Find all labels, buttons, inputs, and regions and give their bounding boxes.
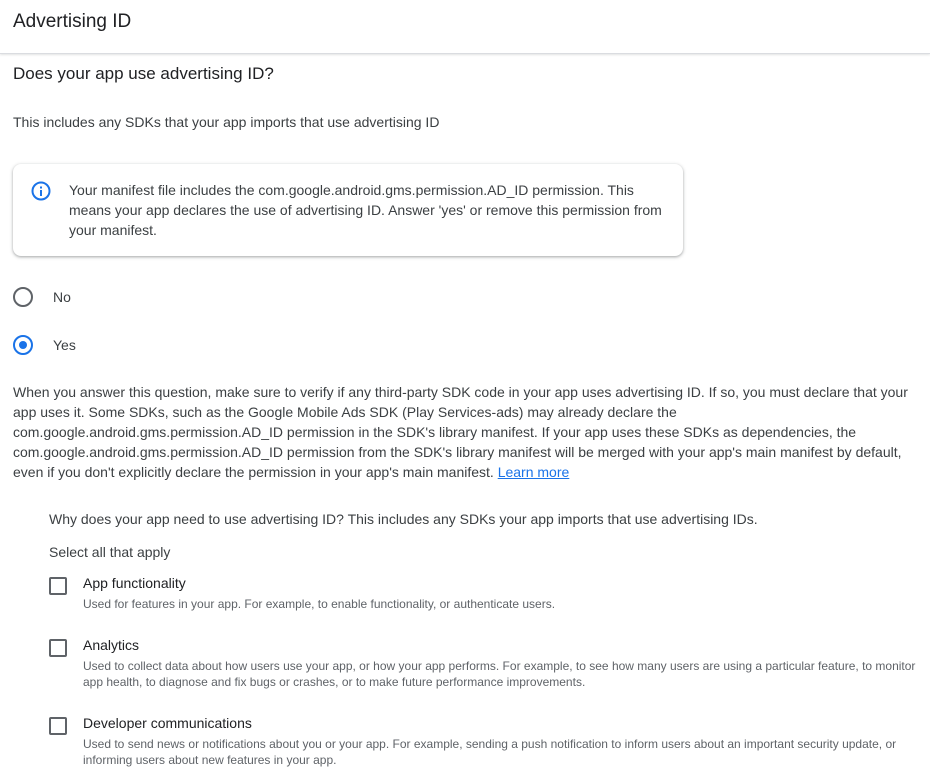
- checkbox-developer-communications[interactable]: [49, 717, 67, 735]
- info-card: [13, 164, 683, 256]
- checkbox-analytics[interactable]: [49, 639, 67, 657]
- explanation-body: When you answer this question, make sure to verify if any third-party SDK code in your app uses advertising ID. If so, you must declare that your app uses it. Some SDKs, such as the Google Mobile Ads SDK (Play Services-ads) may already declare the com.google.android.gms.permission.AD_ID permission in the SDK's library manifest. If your app uses these SDKs as dependencies, the com.google.android.gms.permission.AD_ID permission from the SDK's library manifest will be merged with your app's main manifest by default, even if you don't explicitly declare the permission in your app's main manifest.: [13, 384, 908, 480]
- radio-selected-dot: [19, 341, 27, 349]
- page-title: Advertising ID: [13, 11, 132, 32]
- radio-label-yes: Yes: [53, 337, 76, 353]
- checkbox-description: Used for features in your app. For example, to enable functionality, or authenticate users.: [83, 597, 556, 611]
- question-title: Does your app use advertising ID?: [13, 64, 274, 83]
- page-header: [0, 0, 930, 54]
- info-message: Your manifest file includes the com.google.android.gms.permission.AD_ID permission. This means your app declares the use of advertising ID. Answer 'yes' or remove this permission from your manifest.: [69, 182, 662, 238]
- info-icon: [31, 181, 51, 201]
- question-subtext: This includes any SDKs that your app imports that use advertising ID: [13, 114, 440, 130]
- learn-more-link[interactable]: Learn more: [497, 464, 570, 480]
- checkbox-title: Developer communications: [83, 715, 252, 731]
- radio-button-yes[interactable]: [13, 335, 33, 355]
- checkbox-title: Analytics: [83, 637, 140, 653]
- radio-button-no[interactable]: [13, 287, 33, 307]
- checkbox-app-functionality[interactable]: [49, 577, 67, 595]
- explanation-text: [13, 382, 913, 482]
- purpose-question: Why does your app need to use advertising ID? This includes any SDKs your app imports that use advertising IDs.: [49, 511, 758, 527]
- checkbox-description: Used to collect data about how users use your app, or how your app performs. For example, to see how many users are using a particular feature, to monitor app health, to diagnose and fix bugs or crashes, or to make future performance improvements.: [83, 659, 916, 689]
- select-all-hint: Select all that apply: [49, 544, 171, 560]
- checkbox-title: App functionality: [83, 575, 186, 591]
- radio-label-no: No: [53, 289, 71, 305]
- checkbox-description: Used to send news or notifications about you or your app. For example, sending a push notification to inform users about an important security update, or informing users about new features in your app.: [83, 737, 897, 767]
